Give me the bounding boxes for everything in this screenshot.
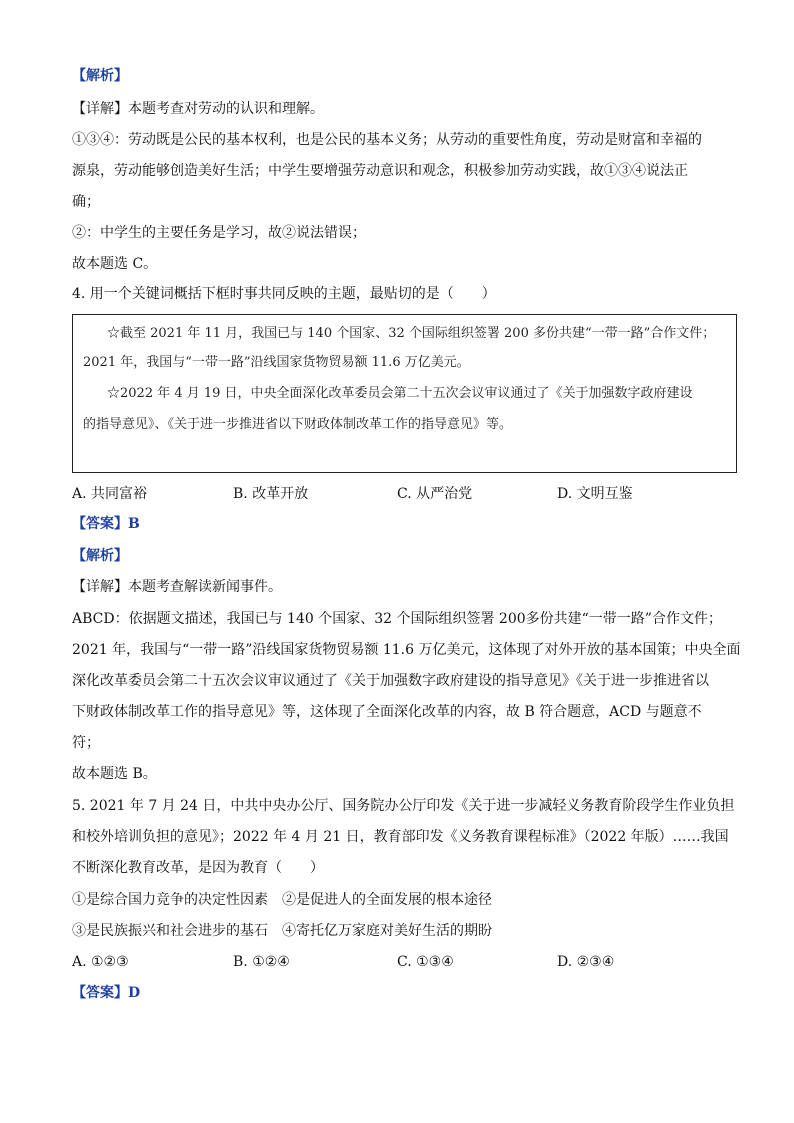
question-stem: 不断深化教育改革，是因为教育（ ）: [72, 860, 324, 876]
analysis-text: 确；: [72, 194, 100, 210]
conclusion-line: 故本题选 C。: [72, 256, 158, 272]
option-d: D. 文明互鉴: [557, 486, 633, 502]
statement-line: ①是综合国力竞争的决定性因素 ②是促进人的全面发展的根本途径: [72, 892, 492, 908]
analysis-heading: 【解析】: [72, 68, 128, 84]
news-line: 2021 年，我国与“一带一路”沿线国家货物贸易额 11.6 万亿美元。: [83, 355, 470, 370]
news-box: [72, 314, 737, 473]
option-c: C. 从严治党: [397, 486, 473, 502]
detail-line: 【详解】本题考查对劳动的认识和理解。: [72, 101, 324, 117]
answer-line: 【答案】B: [72, 516, 140, 532]
statement-line: ③是民族振兴和社会进步的基石 ④寄托亿万家庭对美好生活的期盼: [72, 923, 492, 939]
analysis-text: 符；: [72, 735, 100, 751]
analysis-heading: 【解析】: [72, 548, 128, 564]
option-b: B. ①②④: [233, 954, 290, 970]
conclusion-line: 故本题选 B。: [72, 766, 157, 782]
option-b: B. 改革开放: [233, 486, 309, 502]
detail-line: 【详解】本题考查解读新闻事件。: [72, 579, 282, 595]
question-stem: 5. 2021 年 7 月 24 日，中共中央办公厅、国务院办公厅印发《关于进一步减轻义务教育阶段学生作业负担: [72, 798, 735, 814]
analysis-text: 源泉，劳动能够创造美好生活；中学生要增强劳动意识和观念，积极参加劳动实践，故①③④说法正: [72, 163, 688, 179]
analysis-text: 下财政体制改革工作的指导意见》等，这体现了全面深化改革的内容，故 B 符合题意，ACD 与题意不: [72, 704, 702, 720]
question-stem: 和校外培训负担的意见》；2022 年 4 月 21 日，教育部印发《义务教育课程标准》（2022 年版）……我国: [72, 829, 729, 845]
option-c: C. ①③④: [397, 954, 454, 970]
news-line: ☆2022 年 4 月 19 日，中央全面深化改革委员会第二十五次会议审议通过了《关于加强数字政府建设: [107, 386, 693, 401]
analysis-text: 深化改革委员会第二十五次会议审议通过了《关于加强数字政府建设的指导意见》《关于进一步推进省以: [72, 673, 709, 689]
analysis-text: ②：中学生的主要任务是学习，故②说法错误；: [72, 225, 366, 241]
news-line: 的指导意见》、《关于进一步推进省以下财政体制改革工作的指导意见》等。: [83, 417, 513, 432]
news-line: ☆截至 2021 年 11 月，我国已与 140 个国家、32 个国际组织签署 200 多份共建“一带一路”合作文件；: [107, 326, 716, 341]
option-d: D. ②③④: [557, 954, 615, 970]
question-stem: 4. 用一个关键词概括下框时事共同反映的主题，最贴切的是（ ）: [72, 286, 496, 302]
analysis-text: ①③④：劳动既是公民的基本权利，也是公民的基本义务；从劳动的重要性角度，劳动是财富和幸福的: [72, 132, 702, 148]
analysis-text: 2021 年，我国与“一带一路”沿线国家货物贸易额 11.6 万亿美元，这体现了对外开放的基本国策；中央全面: [72, 642, 741, 658]
option-a: A. 共同富裕: [72, 486, 148, 502]
option-a: A. ①②③: [72, 954, 129, 970]
answer-line: 【答案】D: [72, 985, 141, 1001]
analysis-text: ABCD：依据题文描述，我国已与 140 个国家、32 个国际组织签署 200多份共建“一带一路”合作文件；: [72, 611, 722, 627]
